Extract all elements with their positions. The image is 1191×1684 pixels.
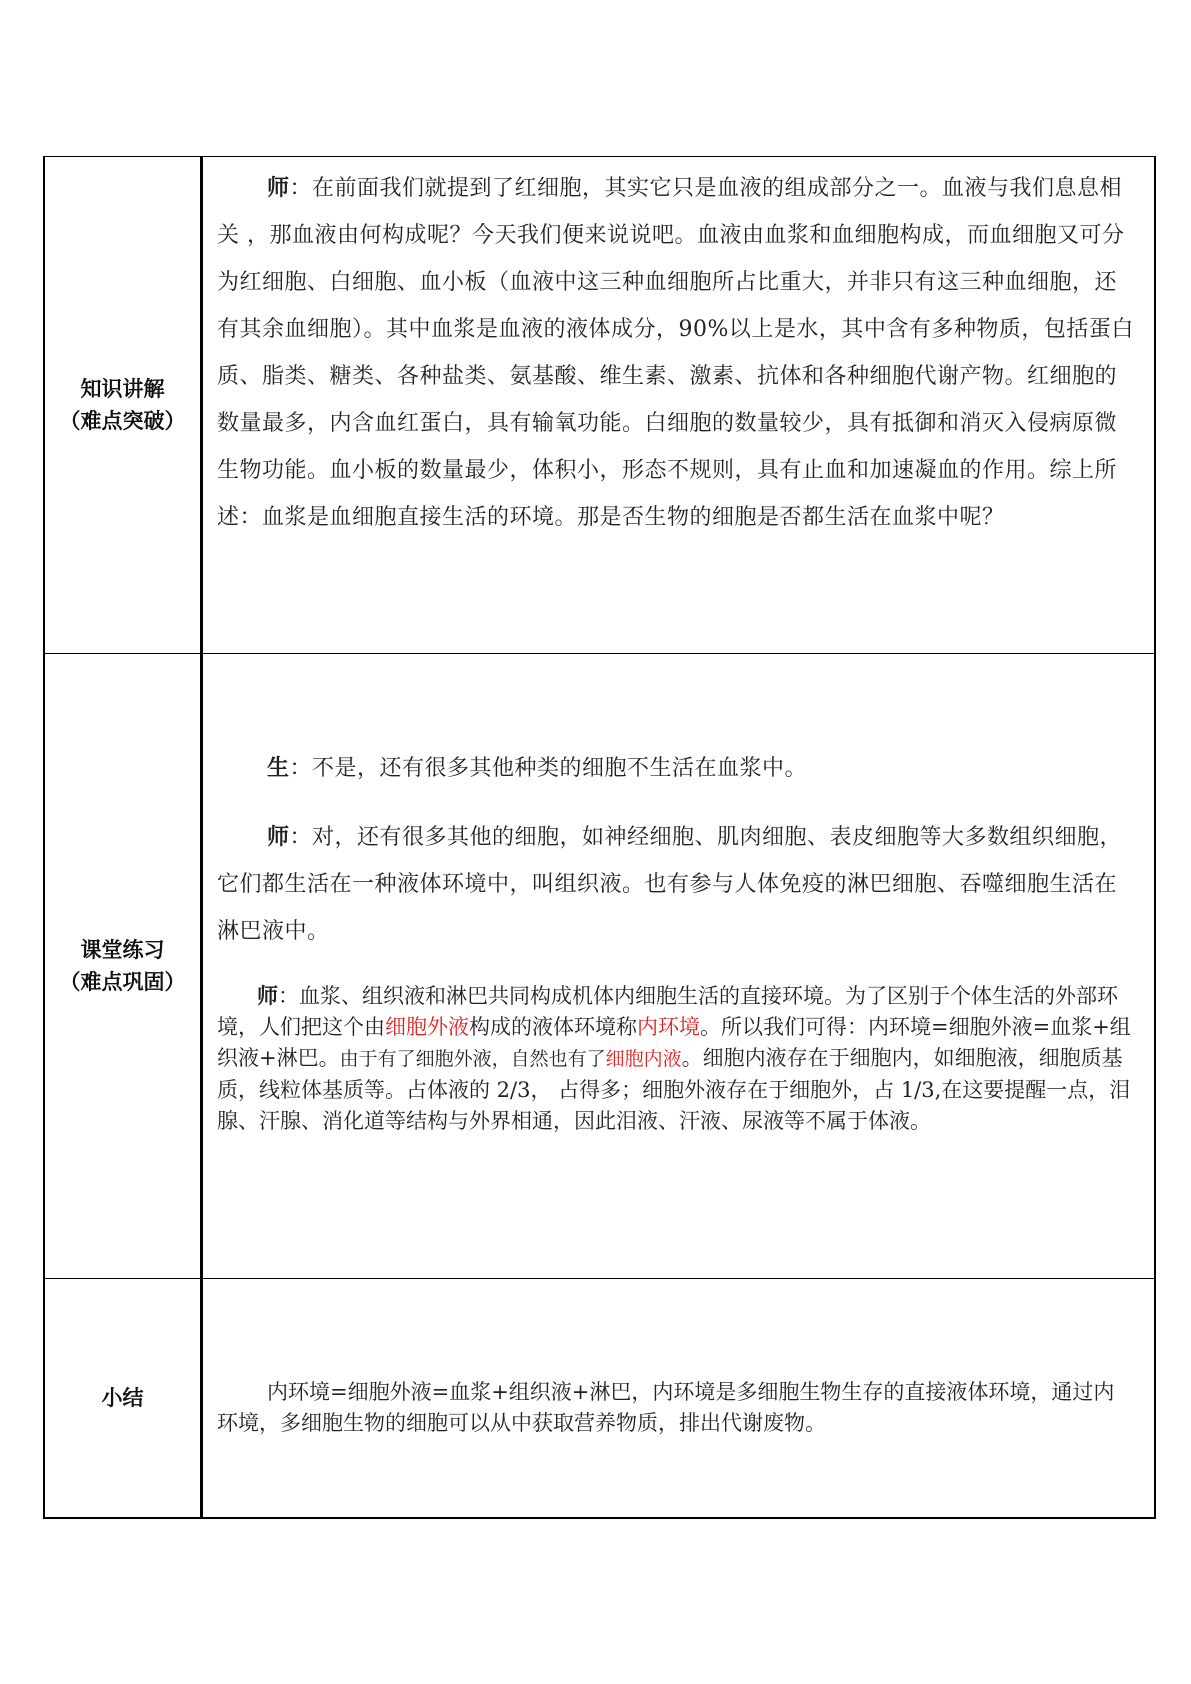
paragraph: 内环境=细胞外液=血浆+组织液+淋巴，内环境是多细胞生物生存的直接液体环境，通过内环境，多细胞生物的细胞可以从中获取营养物质，排出代谢废物。 (217, 1380, 1115, 1435)
label-line2: （难点突破） (59, 409, 186, 433)
paragraph (217, 745, 1134, 792)
paragraph-text: ：在前面我们就提到了红细胞，其实它只是血液的组成部分之一。血液与我们息息相关 ，那血液由何构成呢？今天我们便来说说吧。血液由血浆和血细胞构成，而血细胞又可分为红细胞、白细胞、血小板（血液中这三种血细胞所占比重大，并非只有这三种血细胞，还有其余血细胞）。其中血浆是血液的液体成分，90%以上是水，其中含有多种物质，包括蛋白质、脂类、糖类、各种盐类、氨基酸、维生素、激素、抗体和各种细胞代谢产物。红细胞的数量最多，内含血红蛋白，具有输氧功能。白细胞的数量较少，具有抵御和消灭入侵病原微生物功能。血小板的数量最少，体积小，形态不规则，具有止血和加速凝血的作用。综上所述：血浆是血细胞直接生活的环境。那是否生物的细胞是否都生活在血浆中呢？ (217, 176, 1134, 530)
table-row-knowledge (45, 157, 1154, 654)
label-line1: 小结 (101, 1386, 144, 1410)
paragraph (217, 981, 1134, 1137)
row-label-practice (45, 654, 203, 1278)
row-content-practice (203, 654, 1154, 1278)
paragraph-text: 。所以我们可得：内环境=细胞外液=血浆+组织液+淋巴。 (217, 1015, 1131, 1070)
speaker: 生 (267, 756, 290, 781)
paragraph-text: ：对，还有很多其他的细胞，如神经细胞、肌肉细胞、表皮细胞等大多数组织细胞，它们都生活在一种液体环境中，叫组织液。也有参与人体免疫的淋巴细胞、吞噬细胞生活在淋巴液中。 (217, 825, 1123, 944)
row-content-knowledge (203, 157, 1154, 653)
paragraph (217, 814, 1134, 955)
table-row-summary (45, 1279, 1154, 1519)
highlight-term: 细胞外液 (385, 1015, 469, 1039)
row-label-knowledge (45, 157, 203, 653)
label-line2: （难点巩固） (59, 970, 186, 994)
label-line1: 课堂练习 (80, 938, 165, 962)
paragraph-text: ：不是，还有很多其他种类的细胞不生活在血浆中。 (289, 756, 808, 781)
paragraph-text: 构成的液体环境称 (469, 1015, 637, 1039)
speaker: 师 (267, 176, 290, 201)
speaker: 师 (267, 825, 290, 850)
row-content-summary (203, 1279, 1154, 1517)
label-line1: 知识讲解 (80, 377, 165, 401)
highlight-term: 细胞内液 (605, 1048, 682, 1070)
paragraph-text: 由于有了细胞外液，自然也有了 (339, 1048, 606, 1070)
paragraph-text: ：血浆、组织液和淋巴共同构成机体内细胞生活的直接环境。为了区别于个体生活的外部环境，人们把这个由 (217, 984, 1118, 1039)
highlight-term: 内环境 (637, 1015, 700, 1039)
paragraph-text: 。细胞内液存在于细胞内，如细胞液，细胞质基质，线粒体基质等。占体液的 2/3， 占得多；细胞外液存在于细胞外，占 1/3,在这要提醒一点，泪腺、汗腺、消化道等结构与外界相通，因此泪液、汗液、尿液等不属于体液。 (217, 1046, 1131, 1133)
paragraph (217, 165, 1134, 541)
table-row-practice (45, 654, 1154, 1279)
row-label-summary (45, 1279, 203, 1517)
speaker: 师 (257, 984, 278, 1008)
lesson-table (43, 156, 1156, 1519)
